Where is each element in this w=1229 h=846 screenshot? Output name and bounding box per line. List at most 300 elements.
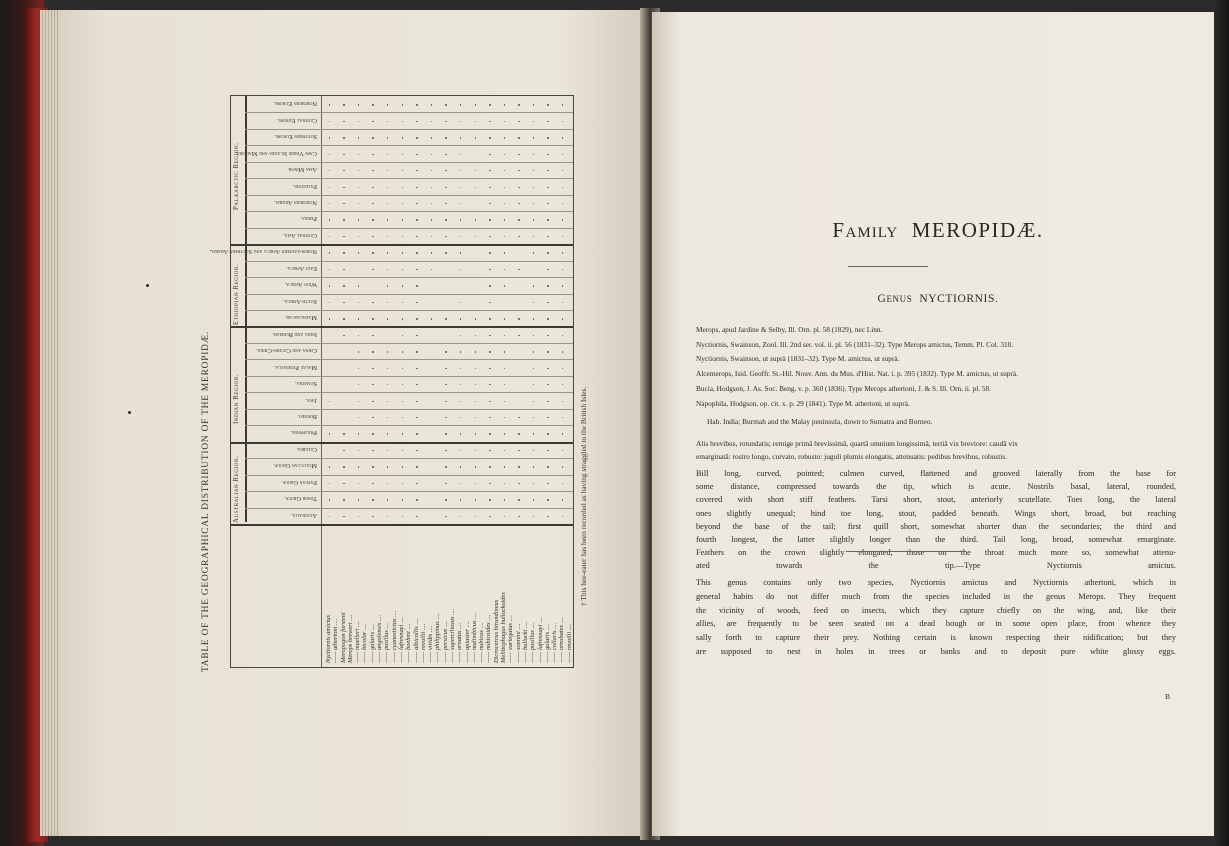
absence-dot xyxy=(547,154,548,155)
absence-dot xyxy=(329,269,330,270)
absence-dot xyxy=(402,368,403,369)
region-column-heading: Central Europe. xyxy=(276,116,317,124)
absence-dot xyxy=(416,516,417,517)
row-divider xyxy=(245,508,573,509)
absence-dot xyxy=(504,121,505,122)
absence-dot xyxy=(547,252,548,253)
absence-dot xyxy=(475,104,476,105)
absence-dot xyxy=(372,499,373,500)
absence-dot xyxy=(329,137,330,138)
absence-dot xyxy=(562,269,563,270)
absence-dot xyxy=(431,104,432,105)
absence-dot xyxy=(372,516,373,517)
absence-dot xyxy=(372,154,373,155)
absence-dot xyxy=(358,483,359,484)
absence-dot xyxy=(562,318,563,319)
absence-dot xyxy=(445,219,446,220)
page-mark-dot xyxy=(128,411,131,414)
absence-dot xyxy=(402,121,403,122)
absence-dot xyxy=(533,219,534,220)
absence-dot xyxy=(402,450,403,451)
absence-dot xyxy=(547,285,548,286)
absence-dot xyxy=(475,318,476,319)
absence-dot xyxy=(460,219,461,220)
row-divider xyxy=(245,294,573,295)
family-title-name: MEROPIDÆ. xyxy=(911,218,1044,242)
absence-dot xyxy=(547,433,548,434)
absence-dot xyxy=(358,516,359,517)
family-title-initial: F xyxy=(832,218,846,242)
region-column-heading: Southern Europe. xyxy=(274,133,317,141)
absence-dot xyxy=(402,104,403,105)
absence-dot xyxy=(372,384,373,385)
absence-dot xyxy=(445,104,446,105)
absence-dot xyxy=(416,187,417,188)
absence-dot xyxy=(329,187,330,188)
absence-dot xyxy=(562,187,563,188)
absence-dot xyxy=(358,368,359,369)
synonymy-line: Merops, apud Jardine & Selby, Ill. Orn. pl. 58 (1829), nec Linn. xyxy=(696,325,883,334)
absence-dot xyxy=(387,104,388,105)
absence-dot xyxy=(343,516,344,517)
absence-dot xyxy=(445,433,446,434)
species-name: —— albicollis .... xyxy=(412,618,420,663)
region-column-heading: South Africa. xyxy=(283,297,317,305)
region-divider xyxy=(231,244,573,246)
absence-dot xyxy=(387,170,388,171)
absence-dot xyxy=(343,499,344,500)
absence-dot xyxy=(329,516,330,517)
absence-dot xyxy=(518,335,519,336)
absence-dot xyxy=(547,236,548,237)
absence-dot xyxy=(329,203,330,204)
absence-dot xyxy=(445,499,446,500)
absence-dot xyxy=(431,236,432,237)
absence-dot xyxy=(329,433,330,434)
absence-dot xyxy=(504,170,505,171)
species-name: Dicrocercus hirundineus xyxy=(492,599,500,663)
absence-dot xyxy=(416,104,417,105)
species-name: —— viridis .... xyxy=(427,625,435,663)
species-name: —— superciliosus .... xyxy=(449,608,456,663)
absence-dot xyxy=(504,187,505,188)
row-divider xyxy=(245,129,573,130)
absence-dot xyxy=(358,499,359,500)
genus-title xyxy=(788,293,1088,305)
absence-dot xyxy=(445,417,446,418)
table-rule xyxy=(321,96,322,667)
absence-dot xyxy=(387,236,388,237)
absence-dot xyxy=(402,499,403,500)
absence-dot xyxy=(358,417,359,418)
absence-dot xyxy=(533,154,534,155)
desc-line: some distance, compressed towards the tip, which is acute. Nostrils basal, lateral, rounded, xyxy=(696,482,1176,492)
absence-dot xyxy=(431,121,432,122)
latin-line: emarginatâ: rostro longo, curvato, robusto: juguli plumis elongatis, attenuatis: pedibus brevibus, robustis. xyxy=(696,452,1008,461)
absence-dot xyxy=(562,466,563,467)
absence-dot xyxy=(445,154,446,155)
species-name: —— philippinus .... xyxy=(434,613,442,663)
species-name: —— variegatus .... xyxy=(507,615,515,663)
absence-dot xyxy=(402,433,403,434)
region-column-heading: Persia. xyxy=(300,215,317,223)
absence-dot xyxy=(489,516,490,517)
absence-dot xyxy=(504,285,505,286)
absence-dot xyxy=(489,154,490,155)
absence-dot xyxy=(343,203,344,204)
desc-line: fourth longest, the latter slightly longer than the third. Tail long, broad, somewhat emarginate. xyxy=(696,535,1176,544)
absence-dot xyxy=(533,433,534,434)
absence-dot xyxy=(562,285,563,286)
region-column-heading: Cape Verde Islands and Madeira. xyxy=(235,149,317,157)
region-column-heading: Sumatra. xyxy=(294,380,317,388)
absence-dot xyxy=(547,417,548,418)
species-name: —— sonnini .... xyxy=(514,623,522,663)
absence-dot xyxy=(402,170,403,171)
absence-dot xyxy=(416,302,417,303)
genus-title-word: ENUS xyxy=(886,294,913,304)
absence-dot xyxy=(445,203,446,204)
absence-dot xyxy=(445,121,446,122)
row-divider xyxy=(245,425,573,426)
absence-dot xyxy=(489,285,490,286)
region-column-heading: India and Burmah. xyxy=(272,330,317,338)
absence-dot xyxy=(504,450,505,451)
region-column-heading: Northern Europe. xyxy=(273,100,317,108)
absence-dot xyxy=(518,170,519,171)
absence-dot xyxy=(489,203,490,204)
region-column-heading: Malay Peninsula. xyxy=(273,363,317,371)
absence-dot xyxy=(372,466,373,467)
synonymy-line: Alcemerops, Isid. Geoffr. St.-Hil. Nouv. Ann. du Mus. d'Hist. Nat. i. p. 395 (1832). Type M. amictus, ut suprà. xyxy=(696,369,1018,379)
absence-dot xyxy=(547,219,548,220)
absence-dot xyxy=(504,516,505,517)
absence-dot xyxy=(489,499,490,500)
desc-line: covered with short stiff feathers. Tarsi short, stout, anteriorly scutellate. Toes long, the lateral xyxy=(696,495,1176,505)
region-column-heading: Asia Minor. xyxy=(287,166,317,174)
absence-dot xyxy=(504,269,505,270)
absence-dot xyxy=(533,483,534,484)
absence-dot xyxy=(504,401,505,402)
row-divider xyxy=(245,491,573,492)
absence-dot xyxy=(372,302,373,303)
absence-dot xyxy=(416,499,417,500)
absence-dot xyxy=(416,351,417,352)
absence-dot xyxy=(416,121,417,122)
absence-dot xyxy=(329,318,330,319)
absence-dot xyxy=(402,154,403,155)
habits-line: the vicinity of woods, feed on insects, which they capture chiefly on the wing, and, like their xyxy=(696,605,1176,615)
absence-dot xyxy=(489,450,490,451)
absence-dot xyxy=(547,516,548,517)
absence-dot xyxy=(387,483,388,484)
absence-dot xyxy=(402,384,403,385)
absence-dot xyxy=(547,450,548,451)
absence-dot xyxy=(460,401,461,402)
absence-dot xyxy=(475,351,476,352)
absence-dot xyxy=(489,433,490,434)
absence-dot xyxy=(533,252,534,253)
absence-dot xyxy=(547,302,548,303)
absence-dot xyxy=(358,219,359,220)
absence-dot xyxy=(329,236,330,237)
absence-dot xyxy=(358,154,359,155)
absence-dot xyxy=(518,318,519,319)
absence-dot xyxy=(533,450,534,451)
region-column-heading: Celebes. xyxy=(296,445,317,453)
absence-dot xyxy=(562,368,563,369)
absence-dot xyxy=(445,368,446,369)
absence-dot xyxy=(475,450,476,451)
absence-dot xyxy=(489,187,490,188)
absence-dot xyxy=(329,104,330,105)
absence-dot xyxy=(372,137,373,138)
absence-dot xyxy=(329,252,330,253)
absence-dot xyxy=(518,499,519,500)
species-name: —— ornatus .... xyxy=(456,622,464,663)
absence-dot xyxy=(372,187,373,188)
absence-dot xyxy=(533,499,534,500)
absence-dot xyxy=(533,104,534,105)
region-column-heading: China and Cochin-China. xyxy=(255,347,317,355)
absence-dot xyxy=(358,433,359,434)
absence-dot xyxy=(387,384,388,385)
absence-dot xyxy=(358,318,359,319)
absence-dot xyxy=(518,516,519,517)
row-divider xyxy=(245,261,573,262)
row-divider xyxy=(245,376,573,377)
page-mark-dot xyxy=(146,284,149,287)
absence-dot xyxy=(402,236,403,237)
species-name: —— gularis .... xyxy=(543,623,551,663)
genus-title-initial: G xyxy=(877,293,887,305)
absence-dot xyxy=(445,137,446,138)
absence-dot xyxy=(343,450,344,451)
row-divider xyxy=(245,409,573,410)
absence-dot xyxy=(402,285,403,286)
absence-dot xyxy=(489,417,490,418)
absence-dot xyxy=(489,483,490,484)
absence-dot xyxy=(460,335,461,336)
region-column-heading: Central Asia. xyxy=(283,231,317,239)
region-column-heading: Moluccan Group. xyxy=(273,462,317,470)
row-divider xyxy=(245,343,573,344)
absence-dot xyxy=(329,483,330,484)
absence-dot xyxy=(518,154,519,155)
table-title: TABLE OF THE GEOGRAPHICAL DISTRIBUTION OF THE MEROPIDÆ. xyxy=(201,331,211,672)
absence-dot xyxy=(358,285,359,286)
absence-dot xyxy=(445,466,446,467)
absence-dot xyxy=(547,483,548,484)
absence-dot xyxy=(504,466,505,467)
absence-dot xyxy=(504,252,505,253)
absence-dot xyxy=(504,483,505,484)
absence-dot xyxy=(445,483,446,484)
species-name: —— revoilii .... xyxy=(419,623,427,663)
absence-dot xyxy=(533,351,534,352)
species-name: —— boehmi .... xyxy=(405,623,413,663)
row-divider xyxy=(245,178,573,179)
absence-dot xyxy=(547,466,548,467)
row-divider xyxy=(245,145,573,146)
absence-dot xyxy=(416,170,417,171)
absence-dot xyxy=(562,236,563,237)
absence-dot xyxy=(416,137,417,138)
absence-dot xyxy=(387,450,388,451)
absence-dot xyxy=(547,187,548,188)
absence-dot xyxy=(460,499,461,500)
absence-dot xyxy=(489,170,490,171)
species-name: Melittophagus bullockoides xyxy=(500,592,508,663)
species-name: —— nubicus .... xyxy=(478,622,486,663)
absence-dot xyxy=(547,335,548,336)
book-cover-right xyxy=(1214,0,1229,846)
region-column-heading: Timor Group. xyxy=(284,495,317,503)
desc-line: beyond the base of the tail; first quill short, somewhat shorter than the secondaries; the third and xyxy=(696,521,1176,531)
absence-dot xyxy=(547,121,548,122)
species-name: —— malimbicus .... xyxy=(470,612,478,663)
absence-dot xyxy=(460,516,461,517)
absence-dot xyxy=(445,187,446,188)
absence-dot xyxy=(416,219,417,220)
absence-dot xyxy=(372,351,373,352)
absence-dot xyxy=(489,269,490,270)
absence-dot xyxy=(431,170,432,171)
absence-dot xyxy=(562,104,563,105)
absence-dot xyxy=(547,269,548,270)
absence-dot xyxy=(387,187,388,188)
signature-mark: B xyxy=(1165,692,1171,701)
absence-dot xyxy=(460,154,461,155)
absence-dot xyxy=(329,466,330,467)
absence-dot xyxy=(518,203,519,204)
absence-dot xyxy=(460,252,461,253)
habits-line: are supposed to nest in holes in trees or banks and to deposit pure white glossy eggs. xyxy=(696,647,1176,656)
absence-dot xyxy=(562,219,563,220)
absence-dot xyxy=(358,187,359,188)
absence-dot xyxy=(562,252,563,253)
absence-dot xyxy=(445,401,446,402)
absence-dot xyxy=(460,203,461,204)
absence-dot xyxy=(533,335,534,336)
species-name: —— nubicoides .... xyxy=(485,614,493,663)
table-rule xyxy=(231,524,573,526)
distribution-table xyxy=(209,95,574,668)
absence-dot xyxy=(533,187,534,188)
absence-dot xyxy=(533,121,534,122)
species-name: —— gularis .... xyxy=(368,623,376,663)
absence-dot xyxy=(562,335,563,336)
absence-dot xyxy=(445,236,446,237)
absence-dot xyxy=(504,318,505,319)
absence-dot xyxy=(547,384,548,385)
absence-dot xyxy=(416,252,417,253)
habits-line: sally forth to capture their prey. Nothing certain is known respecting their nidification; but they xyxy=(696,633,1176,643)
absence-dot xyxy=(358,450,359,451)
absence-dot xyxy=(460,137,461,138)
region-name: Ethiopian Region. xyxy=(233,263,240,326)
row-divider xyxy=(245,392,573,393)
absence-dot xyxy=(460,483,461,484)
absence-dot xyxy=(431,318,432,319)
row-divider xyxy=(245,359,573,360)
absence-dot xyxy=(445,450,446,451)
species-name: —— lafresnayi .... xyxy=(397,616,405,663)
habits-line: allies, are frequently to be seen seated on a dead bough or in some open place, from whence they xyxy=(696,619,1176,629)
absence-dot xyxy=(372,269,373,270)
absence-dot xyxy=(358,302,359,303)
species-name: —— revoilii .... xyxy=(565,623,573,663)
absence-dot xyxy=(533,170,534,171)
table-footnote: † This bee-eater has been recorded as having straggled to the British Isles. xyxy=(579,386,588,606)
absence-dot xyxy=(562,450,563,451)
absence-dot xyxy=(460,466,461,467)
absence-dot xyxy=(562,302,563,303)
absence-dot xyxy=(329,219,330,220)
absence-dot xyxy=(402,137,403,138)
region-column-heading: Philippines. xyxy=(290,429,317,437)
absence-dot xyxy=(358,203,359,204)
absence-dot xyxy=(489,466,490,467)
absence-dot xyxy=(562,121,563,122)
absence-dot xyxy=(475,433,476,434)
absence-dot xyxy=(533,466,534,467)
absence-dot xyxy=(343,433,344,434)
absence-dot xyxy=(343,236,344,237)
absence-dot xyxy=(489,236,490,237)
absence-dot xyxy=(387,433,388,434)
region-column-heading: Borneo. xyxy=(297,413,317,420)
absence-dot xyxy=(329,401,330,402)
absence-dot xyxy=(504,236,505,237)
region-divider xyxy=(231,442,573,444)
absence-dot xyxy=(431,154,432,155)
species-name: —— pusillus .... xyxy=(529,622,537,663)
absence-dot xyxy=(358,351,359,352)
absence-dot xyxy=(402,203,403,204)
absence-dot xyxy=(416,433,417,434)
absence-dot xyxy=(387,499,388,500)
absence-dot xyxy=(475,417,476,418)
absence-dot xyxy=(372,417,373,418)
absence-dot xyxy=(445,170,446,171)
absence-dot xyxy=(445,351,446,352)
species-name: —— oreobates .... xyxy=(558,617,566,663)
absence-dot xyxy=(533,401,534,402)
absence-dot xyxy=(547,499,548,500)
absence-dot xyxy=(372,433,373,434)
region-column-heading: Australia. xyxy=(291,511,317,519)
absence-dot xyxy=(460,351,461,352)
absence-dot xyxy=(504,219,505,220)
absence-dot xyxy=(431,137,432,138)
absence-dot xyxy=(387,318,388,319)
region-column-heading: Northern Arabia. xyxy=(273,199,317,206)
desc-line: ated towards the tip.—Type Nyctiornis amictus. xyxy=(696,561,1176,571)
absence-dot xyxy=(343,187,344,188)
absence-dot xyxy=(372,203,373,204)
absence-dot xyxy=(372,252,373,253)
row-divider xyxy=(245,228,573,229)
absence-dot xyxy=(518,450,519,451)
absence-dot xyxy=(329,499,330,500)
species-name: —— collaris .... xyxy=(551,622,559,663)
genus-title-name: NYCTIORNIS. xyxy=(919,293,999,305)
absence-dot xyxy=(518,236,519,237)
absence-dot xyxy=(518,187,519,188)
absence-dot xyxy=(416,450,417,451)
absence-dot xyxy=(343,285,344,286)
